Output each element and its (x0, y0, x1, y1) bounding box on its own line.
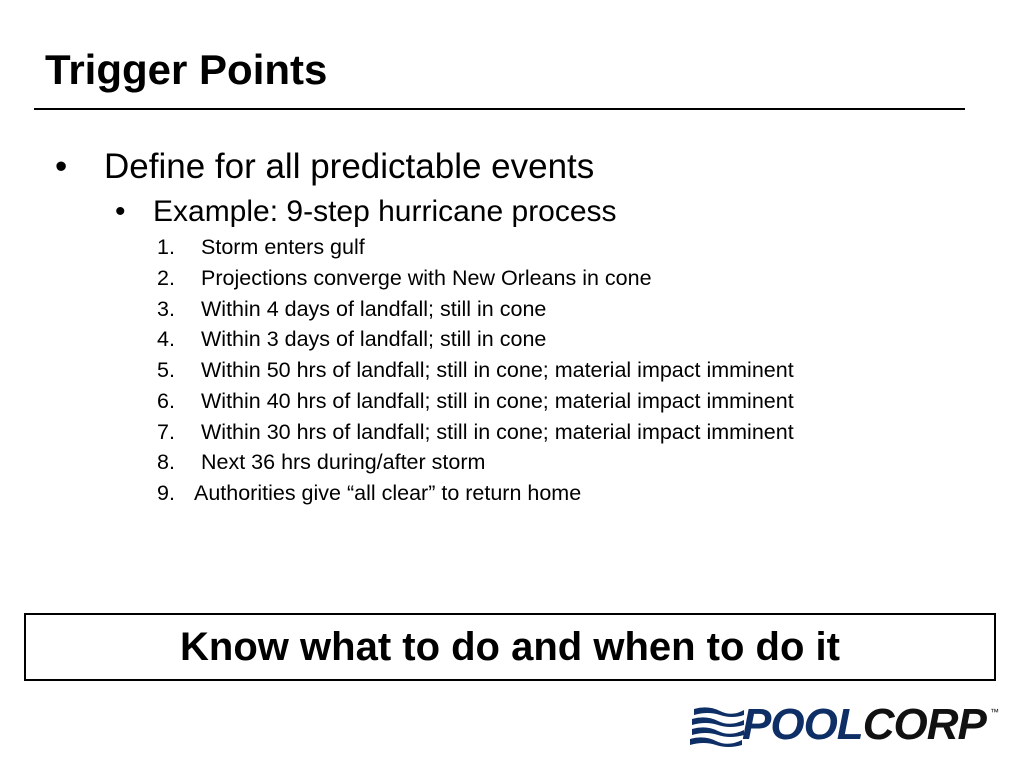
bullet-marker: • (55, 147, 68, 186)
step-number: 9. (157, 481, 175, 505)
title-divider (34, 108, 965, 110)
step-number: 5. (157, 358, 175, 382)
step-number: 8. (157, 450, 175, 474)
bullet-marker: • (115, 195, 126, 228)
step-number: 4. (157, 327, 175, 351)
step-text: Within 50 hrs of landfall; still in cone; material impact imminent (201, 358, 794, 382)
wave-stripes-icon (690, 707, 744, 747)
logo-wordmark (742, 701, 986, 749)
step-text: Projections converge with New Orleans in cone (201, 266, 652, 290)
step-text: Storm enters gulf (201, 235, 365, 259)
step-number: 7. (157, 420, 175, 444)
callout-box (24, 613, 996, 681)
step-text: Within 40 hrs of landfall; still in cone; material impact imminent (201, 389, 794, 413)
step-number: 3. (157, 297, 175, 321)
bullet-text: Example: 9-step hurricane process (153, 195, 617, 228)
step-text: Next 36 hrs during/after storm (201, 450, 486, 474)
step-text: Authorities give “all clear” to return home (194, 481, 582, 505)
bullet-text: Define for all predictable events (104, 147, 595, 186)
step-number: 6. (157, 389, 175, 413)
trademark-symbol: ™ (990, 707, 999, 717)
slide-title: Trigger Points (45, 46, 328, 93)
step-number: 2. (157, 266, 175, 290)
step-text: Within 4 days of landfall; still in cone (201, 297, 547, 321)
step-text: Within 30 hrs of landfall; still in cone; material impact imminent (201, 420, 794, 444)
poolcorp-logo (690, 700, 1002, 749)
logo-word-corp: CORP (862, 700, 986, 749)
step-text: Within 3 days of landfall; still in cone (201, 327, 547, 351)
callout-text: Know what to do and when to do it (180, 625, 840, 669)
logo-word-pool: POOL (742, 700, 863, 749)
step-number: 1. (157, 235, 175, 259)
